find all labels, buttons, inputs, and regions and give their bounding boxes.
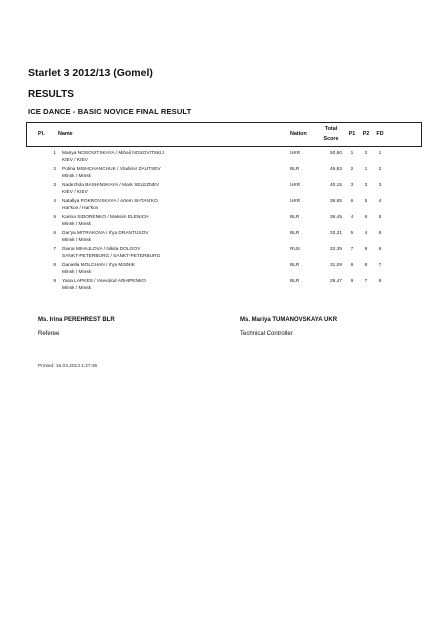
- referee-role: Referee: [38, 331, 60, 337]
- section-title: RESULTS: [28, 89, 74, 100]
- row-club: KIEV / KIEV: [62, 158, 88, 163]
- row-place: 4: [53, 199, 56, 204]
- technical-controller-role: Technical Controller: [240, 331, 293, 337]
- row-total-score: 36,85: [329, 199, 342, 204]
- row-fd: 3: [378, 183, 382, 188]
- row-place: 9: [53, 279, 56, 284]
- row-place: 2: [53, 167, 56, 172]
- row-skaters: Yana LAPKES / Vsevolod ARHIPENKO: [62, 279, 146, 284]
- row-p1: 5: [350, 231, 354, 236]
- row-total-score: 40,15: [329, 183, 342, 188]
- row-fd: 2: [378, 167, 382, 172]
- row-fd: 9: [378, 279, 382, 284]
- row-nation: UKR: [290, 183, 301, 188]
- results-subtitle: ICE DANCE - BASIC NOVICE FINAL RESULT: [28, 107, 192, 116]
- row-total-score: 33,31: [329, 231, 342, 236]
- row-p2: 9: [364, 247, 368, 252]
- row-club: KIEV / KIEV: [62, 190, 88, 195]
- table-row: [0, 247, 448, 263]
- row-total-score: 36,45: [329, 215, 342, 220]
- row-club: Minsk / Minsk: [62, 286, 92, 291]
- row-nation: UKR: [290, 199, 301, 204]
- header-name: Name: [58, 131, 73, 137]
- table-row: [0, 151, 448, 167]
- row-skaters: Dar'ya MITRAKOVA / Il'ya DRANTUSOV: [62, 231, 149, 236]
- row-total-score: 46,63: [329, 167, 342, 172]
- row-p1: 1: [350, 151, 354, 156]
- row-skaters: Nadezhda BASHINSKAYA / Mark SELEZNEV: [62, 183, 160, 188]
- technical-controller-name: Ms. Mariya TUMANOVSKAYA UKR: [240, 317, 338, 323]
- row-club: Minsk / Minsk: [62, 270, 92, 275]
- row-p1: 2: [350, 167, 354, 172]
- row-club: Minsk / Minsk: [62, 222, 92, 227]
- row-nation: BLR: [290, 263, 300, 268]
- row-p2: 7: [364, 279, 368, 284]
- row-fd: 8: [378, 231, 382, 236]
- table-row: [0, 167, 448, 183]
- row-skaters: Natallya POKROVSKAYA / Artem SHTAN'KO: [62, 199, 158, 204]
- row-p1: 8: [350, 263, 354, 268]
- table-row: [0, 279, 448, 295]
- row-total-score: 31,09: [329, 263, 342, 268]
- row-skaters: Polina MISHCHANCHUK / Vladimir ZAUTSEV: [62, 167, 161, 172]
- table-row: [0, 199, 448, 215]
- row-p2: 8: [364, 263, 368, 268]
- event-title: Starlet 3 2012/13 (Gomel): [28, 67, 153, 79]
- row-club: SANKT-PETERBURG / SANKT-PETERBURG: [62, 254, 161, 259]
- row-fd: 6: [378, 247, 382, 252]
- row-skaters: Daniella MOLCHAN / Il'ya MISNIK: [62, 263, 135, 268]
- table-row: [0, 263, 448, 279]
- row-nation: BLR: [290, 279, 300, 284]
- row-p1: 7: [350, 247, 354, 252]
- row-place: 7: [53, 247, 56, 252]
- table-row: [0, 215, 448, 231]
- row-nation: UKR: [290, 151, 301, 156]
- row-place: 5: [53, 215, 56, 220]
- header-score: Score: [323, 136, 339, 142]
- row-p2: 6: [364, 215, 368, 220]
- header-total: Total: [324, 126, 338, 132]
- header-p2: P2: [362, 131, 370, 137]
- row-p1: 4: [350, 215, 354, 220]
- row-skaters: Diana MIHAJLOVA / Nikita DOLGOV: [62, 247, 141, 252]
- row-skaters: Mariya NOSOVITSKAYA / Mihail NOSOVITSKIJ: [62, 151, 164, 156]
- row-place: 6: [53, 231, 56, 236]
- row-fd: 1: [378, 151, 382, 156]
- row-skaters: Karina SIDORENKO / Maksim ELENICH: [62, 215, 149, 220]
- row-p2: 5: [364, 199, 368, 204]
- row-p2: 3: [364, 183, 368, 188]
- row-nation: BLR: [290, 215, 300, 220]
- row-club: Minsk / Minsk: [62, 238, 92, 243]
- header-place: Pl.: [38, 131, 45, 137]
- row-p1: 6: [350, 199, 354, 204]
- referee-name: Ms. Irina PEREHREST BLR: [38, 317, 115, 323]
- row-fd: 5: [378, 215, 382, 220]
- printed-timestamp: Printed: 16.03.2013 1:27:36: [38, 364, 98, 369]
- row-place: 1: [53, 151, 56, 156]
- header-fd: FD: [376, 131, 384, 137]
- header-nation: Nation: [290, 131, 307, 137]
- row-p1: 9: [350, 279, 354, 284]
- row-nation: RUS: [290, 247, 301, 252]
- row-nation: BLR: [290, 167, 300, 172]
- row-club: Minsk / Minsk: [62, 174, 92, 179]
- row-p2: 4: [364, 231, 368, 236]
- row-total-score: 32,35: [329, 247, 342, 252]
- row-club: Har'kov / Har'kov: [62, 206, 99, 211]
- row-place: 8: [53, 263, 56, 268]
- row-p2: 2: [364, 151, 368, 156]
- row-p1: 3: [350, 183, 354, 188]
- row-p2: 1: [364, 167, 368, 172]
- row-fd: 4: [378, 199, 382, 204]
- row-nation: BLR: [290, 231, 300, 236]
- table-row: [0, 231, 448, 247]
- table-row: [0, 183, 448, 199]
- header-p1: P1: [348, 131, 356, 137]
- row-place: 3: [53, 183, 56, 188]
- row-fd: 7: [378, 263, 382, 268]
- row-total-score: 29,47: [329, 279, 342, 284]
- row-total-score: 50,60: [329, 151, 342, 156]
